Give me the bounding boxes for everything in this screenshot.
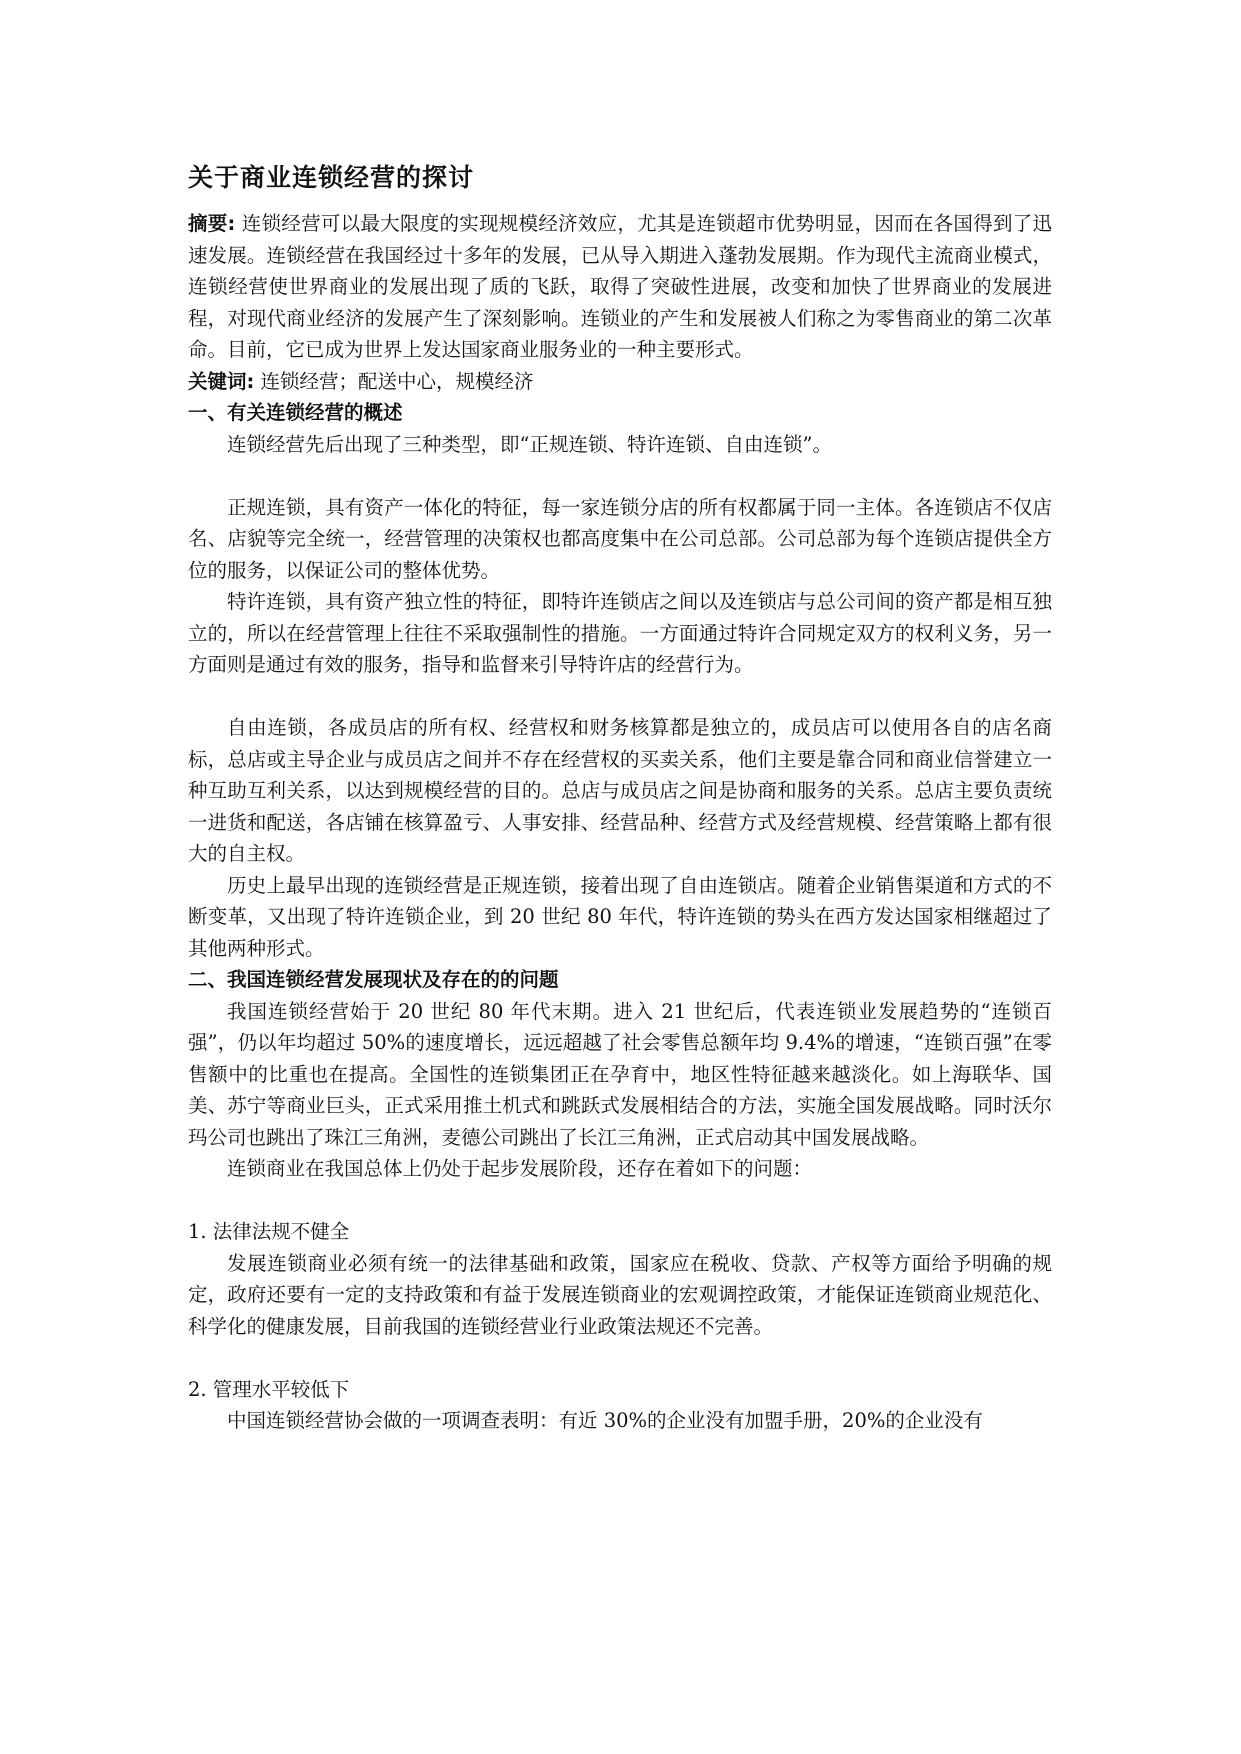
paragraph: 正规连锁，具有资产一体化的特征，每一家连锁分店的所有权都属于同一主体。各连锁店不仅店名、店貌等完全统一，经营管理的决策权也都高度集中在公司总部。公司总部为每个连锁店提供全方位的服务，以保证公司的整体优势。 [188,495,1052,582]
subheading-management: 2. 管理水平较低下 [188,1377,350,1401]
paragraph: 特许连锁，具有资产独立性的特征，即特许连锁店之间以及连锁店与总公司间的资产都是相互独立的，所以在经营管理上往往不采取强制性的措施。一方面通过特许合同规定双方的权利义务，另一方面则是通过有效的服务，指导和监督来引导特许店的经营行为。 [188,590,1052,676]
blank-line [188,1185,1052,1217]
section-heading-status: 二、我国连锁经营发展现状及存在的的问题 [188,968,559,991]
abstract-text: 连锁经营可以最大限度的实现规模经济效应，尤其是连锁超市优势明显，因而在各国得到了迅速发展。连锁经营在我国经过十多年的发展，已从导入期进入蓬勃发展期。作为现代主流商业模式，连锁经营使世界商业的发展出现了质的飞跃，取得了突破性进展，改变和加快了世界商业的发展进程，对现代商业经济的发展产生了深刻影响。连锁业的产生和发展被人们称之为零售商业的第二次革命。目前，它已成为世界上发达国家商业服务业的一种主要形式。 [188,212,1052,361]
keywords-line [188,366,1052,398]
abstract-label: 摘要: [188,212,236,235]
section-heading-overview: 一、有关连锁经营的概述 [188,401,403,424]
paragraph: 连锁经营先后出现了三种类型，即“正规连锁、特许连锁、自由连锁”。 [227,432,832,456]
blank-line [188,1342,1052,1374]
paragraph: 我国连锁经营始于 20 世纪 80 年代末期。进入 21 世纪后，代表连锁业发展趋势的“连锁百强”，仍以年均超过 50%的速度增长，远远超越了社会零售总额年均 9.4%的增速，“连锁百强”在零售额中的比重也在提高。全国性的连锁集团正在孕育中，地区性特征越来越淡化。如上海联华、国美、苏宁等商业巨头，正式采用推土机式和跳跃式发展相结合的方法，实施全国发展战略。同时沃尔玛公司也跳出了珠江三角洲，麦德公司跳出了长江三角洲，正式启动其中国发展战略。 [188,999,1052,1149]
paragraph: 连锁商业在我国总体上仍处于起步发展阶段，还存在着如下的问题： [227,1157,813,1180]
keywords-label: 关键词: [188,369,255,393]
blank-line [188,460,1052,492]
paragraph: 中国连锁经营协会做的一项调查表明：有近 30%的企业没有加盟手册，20%的企业没有 [227,1409,983,1432]
abstract-paragraph [188,208,1052,366]
document-title: 关于商业连锁经营的探讨 [188,163,475,192]
blank-line [188,681,1052,713]
paragraph: 发展连锁商业必须有统一的法律基础和政策，国家应在税收、贷款、产权等方面给予明确的规定，政府还要有一定的支持政策和有益于发展连锁商业的宏观调控政策，才能保证连锁商业规范化、科学化的健康发展，目前我国的连锁经营业行业政策法规还不完善。 [188,1251,1052,1338]
paragraph: 历史上最早出现的连锁经营是正规连锁，接着出现了自由连锁店。随着企业销售渠道和方式的不断变革，又出现了特许连锁企业，到 20 世纪 80 年代，特许连锁的势头在西方发达国家相继超过了其他两种形式。 [188,873,1052,960]
keywords-text: 连锁经营；配送中心，规模经济 [254,369,534,393]
paragraph: 自由连锁，各成员店的所有权、经营权和财务核算都是独立的，成员店可以使用各自的店名商标，总店或主导企业与成员店之间并不存在经营权的买卖关系，他们主要是靠合同和商业信誉建立一种互助互利关系，以达到规模经营的目的。总店与成员店之间是协商和服务的关系。总店主要负责统一进货和配送，各店铺在核算盈亏、人事安排、经营品种、经营方式及经营规模、经营策略上都有很大的自主权。 [188,716,1052,865]
document-page [188,160,1052,1437]
subheading-laws: 1. 法律法规不健全 [188,1220,350,1243]
